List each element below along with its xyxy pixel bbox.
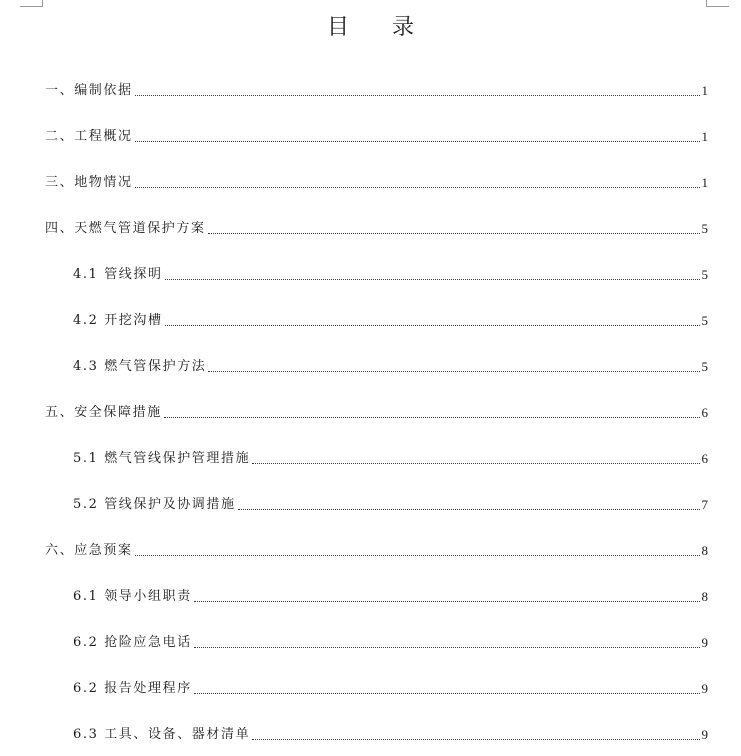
toc-entry-page-number: 5 bbox=[701, 221, 708, 236]
toc-entry-label: 6.2 抢险应急电话 bbox=[73, 635, 192, 650]
toc-dot-leader bbox=[135, 186, 700, 188]
toc-entry-line bbox=[73, 494, 708, 516]
toc-entry[interactable] bbox=[0, 586, 741, 608]
toc-entry-label: 三、地物情况 bbox=[45, 175, 133, 190]
toc-dot-leader bbox=[208, 370, 699, 372]
toc-entry[interactable] bbox=[0, 632, 741, 654]
toc-entry-label: 四、天燃气管道保护方案 bbox=[45, 221, 206, 236]
toc-entry-line bbox=[73, 310, 708, 332]
toc-entry-label: 6.1 领导小组职责 bbox=[73, 589, 192, 604]
toc-entry-label: 4.3 燃气管保护方法 bbox=[73, 359, 207, 374]
toc-entry[interactable] bbox=[0, 172, 741, 194]
toc-dot-leader bbox=[194, 692, 700, 694]
toc-entry[interactable] bbox=[0, 724, 741, 746]
page-corner-mark-right bbox=[706, 0, 729, 7]
toc-dot-leader bbox=[135, 94, 700, 96]
toc-entry-line bbox=[45, 126, 708, 148]
toc-dot-leader bbox=[252, 462, 699, 464]
toc-entry-line bbox=[73, 448, 708, 470]
toc-entry-label: 4.1 管线探明 bbox=[73, 267, 163, 282]
toc-dot-leader bbox=[164, 416, 700, 418]
toc-dot-leader bbox=[165, 278, 700, 280]
toc-entry-page-number: 9 bbox=[701, 727, 708, 742]
toc-entry-page-number: 9 bbox=[701, 681, 708, 696]
toc-entry-label: 6.2 报告处理程序 bbox=[73, 681, 192, 696]
toc-entry-label: 六、应急预案 bbox=[45, 543, 133, 558]
toc-entry[interactable] bbox=[0, 80, 741, 102]
toc-entry-line bbox=[45, 80, 708, 102]
toc-entry-page-number: 1 bbox=[701, 175, 708, 190]
page-title: 目 录 bbox=[327, 15, 432, 40]
toc-dot-leader bbox=[194, 646, 700, 648]
toc-entry-line bbox=[45, 218, 708, 240]
toc-dot-leader bbox=[252, 738, 699, 740]
toc-entry-line bbox=[73, 632, 708, 654]
toc-entry-page-number: 1 bbox=[701, 129, 708, 144]
toc-dot-leader bbox=[208, 232, 700, 234]
toc-entry-label: 4.2 开挖沟槽 bbox=[73, 313, 163, 328]
page-corner-mark-left bbox=[20, 0, 43, 7]
toc-entry-line bbox=[73, 356, 708, 378]
toc-entry[interactable] bbox=[0, 402, 741, 424]
toc-entry[interactable] bbox=[0, 264, 741, 286]
toc-entry-page-number: 5 bbox=[701, 359, 708, 374]
toc-entry-page-number: 1 bbox=[701, 83, 708, 98]
toc-entry-label: 一、编制依据 bbox=[45, 83, 133, 98]
toc-dot-leader bbox=[135, 140, 700, 142]
toc-dot-leader bbox=[238, 508, 700, 510]
toc-entry-page-number: 7 bbox=[701, 497, 708, 512]
toc-entry[interactable] bbox=[0, 218, 741, 240]
toc-entry[interactable] bbox=[0, 494, 741, 516]
toc-entry[interactable] bbox=[0, 356, 741, 378]
toc-entry[interactable] bbox=[0, 678, 741, 700]
toc-entry-page-number: 6 bbox=[701, 405, 708, 420]
toc-dot-leader bbox=[165, 324, 700, 326]
toc-dot-leader bbox=[135, 554, 700, 556]
toc-entry[interactable] bbox=[0, 126, 741, 148]
toc-entry[interactable] bbox=[0, 448, 741, 470]
toc-dot-leader bbox=[194, 600, 700, 602]
toc-entry-line bbox=[45, 540, 708, 562]
toc-entry-label: 5.1 燃气管线保护管理措施 bbox=[73, 451, 251, 466]
toc-entry-page-number: 8 bbox=[701, 543, 708, 558]
toc-entry-line bbox=[45, 402, 708, 424]
toc-entry-line bbox=[73, 586, 708, 608]
toc-entry[interactable] bbox=[0, 540, 741, 562]
toc-entry-label: 5.2 管线保护及协调措施 bbox=[73, 497, 236, 512]
toc-entry[interactable] bbox=[0, 310, 741, 332]
toc-entry-label: 五、安全保障措施 bbox=[45, 405, 162, 420]
toc-entry-line bbox=[73, 678, 708, 700]
toc-entry-line bbox=[73, 264, 708, 286]
toc-entry-line bbox=[73, 724, 708, 746]
toc-entry-label: 6.3 工具、设备、器材清单 bbox=[73, 727, 251, 742]
toc-entry-page-number: 9 bbox=[701, 635, 708, 650]
toc-entry-page-number: 6 bbox=[701, 451, 708, 466]
toc-entry-label: 二、工程概况 bbox=[45, 129, 133, 144]
toc-entry-page-number: 5 bbox=[701, 313, 708, 328]
toc-entry-line bbox=[45, 172, 708, 194]
toc-entry-page-number: 5 bbox=[701, 267, 708, 282]
toc-entry-page-number: 8 bbox=[701, 589, 708, 604]
